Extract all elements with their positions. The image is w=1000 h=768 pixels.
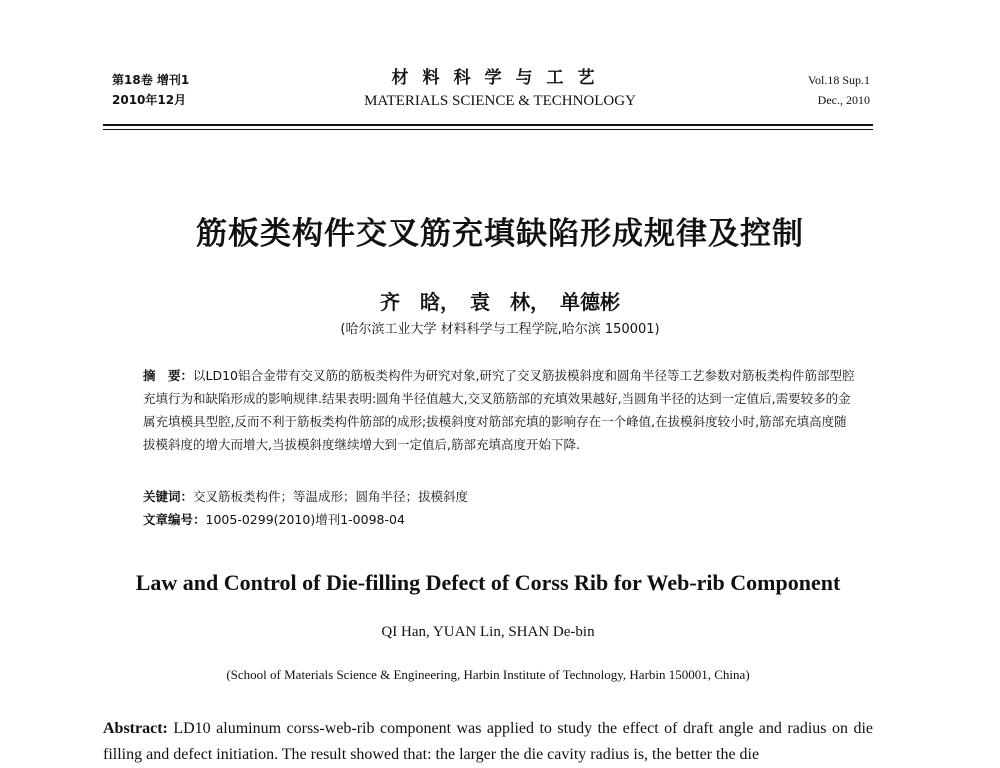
article-id-label: 文章编号： (143, 512, 206, 527)
journal-header (300, 66, 700, 112)
keywords-cn-text: 交叉筋板类构件；等温成形；圆角半径；拔模斜度 (193, 489, 469, 504)
header-left (112, 70, 189, 110)
affiliation-en: (School of Materials Science & Engineering, Harbin Institute of Technology, Harbin 150001, China) (226, 667, 750, 682)
abstract-cn (143, 364, 859, 456)
article-id (143, 509, 405, 531)
abstract-cn-label: 摘 要： (143, 368, 194, 383)
abstract-en (103, 716, 873, 768)
abstract-cn-text: 以LD10铝合金带有交叉筋的筋板类构件为研究对象,研究了交叉筋拔模斜度和圆角半径等工艺参数对筋板类构件筋部型腔充填行为和缺陷形成的影响规律.结果表明:圆角半径值越大,交叉筋筋部的充填效果越好,当圆角半径的达到一定值后,需要较多的金属充填模具型腔,反而不利于筋板类构件筋部的成形;拔模斜度对筋部充填的影响存在一个峰值,在拔模斜度较小时,筋部充填高度随拔模斜度的增大而增大,当拔模斜度继续增大到一定值后,筋部充填高度开始下降. (143, 368, 855, 452)
volume-en: Vol.18 Sup.1 (807, 73, 870, 87)
journal-name-cn: 材料科学与工艺 (391, 68, 609, 88)
paper-title-en: Law and Control of Die-filling Defect of Corss Rib for Web-rib Component (135, 570, 841, 595)
authors-en: QI Han, YUAN Lin, SHAN De-bin (381, 624, 595, 640)
header-rule-thick (103, 124, 873, 126)
header-rule-thin (103, 129, 873, 130)
article-id-text: 1005-0299(2010)增刊1-0098-04 (205, 512, 405, 527)
paper-title-cn: 筋板类构件交叉筋充填缺陷形成规律及控制 (196, 216, 804, 252)
keywords-cn-label: 关键词： (143, 489, 194, 504)
authors-cn: 齐 晗， 袁 林， 单德彬 (380, 290, 620, 314)
volume-cn: 第18卷 增刊1 (112, 73, 190, 87)
affiliation-cn: (哈尔滨工业大学 材料科学与工程学院,哈尔滨 150001) (340, 322, 660, 337)
date-cn: 2010年12月 (112, 93, 187, 107)
abstract-en-label: Abstract: (103, 720, 168, 737)
abstract-en-text: LD10 aluminum corss-web-rib component was applied to study the effect of draft angle and radius on die filling and defect initiation. The result showed that: the larger the die cavity radius is, the better the die (103, 720, 873, 763)
date-en: Dec., 2010 (817, 93, 870, 107)
journal-name-en: MATERIALS SCIENCE & TECHNOLOGY (364, 93, 636, 109)
keywords-cn (143, 486, 468, 508)
header-right (808, 70, 870, 110)
